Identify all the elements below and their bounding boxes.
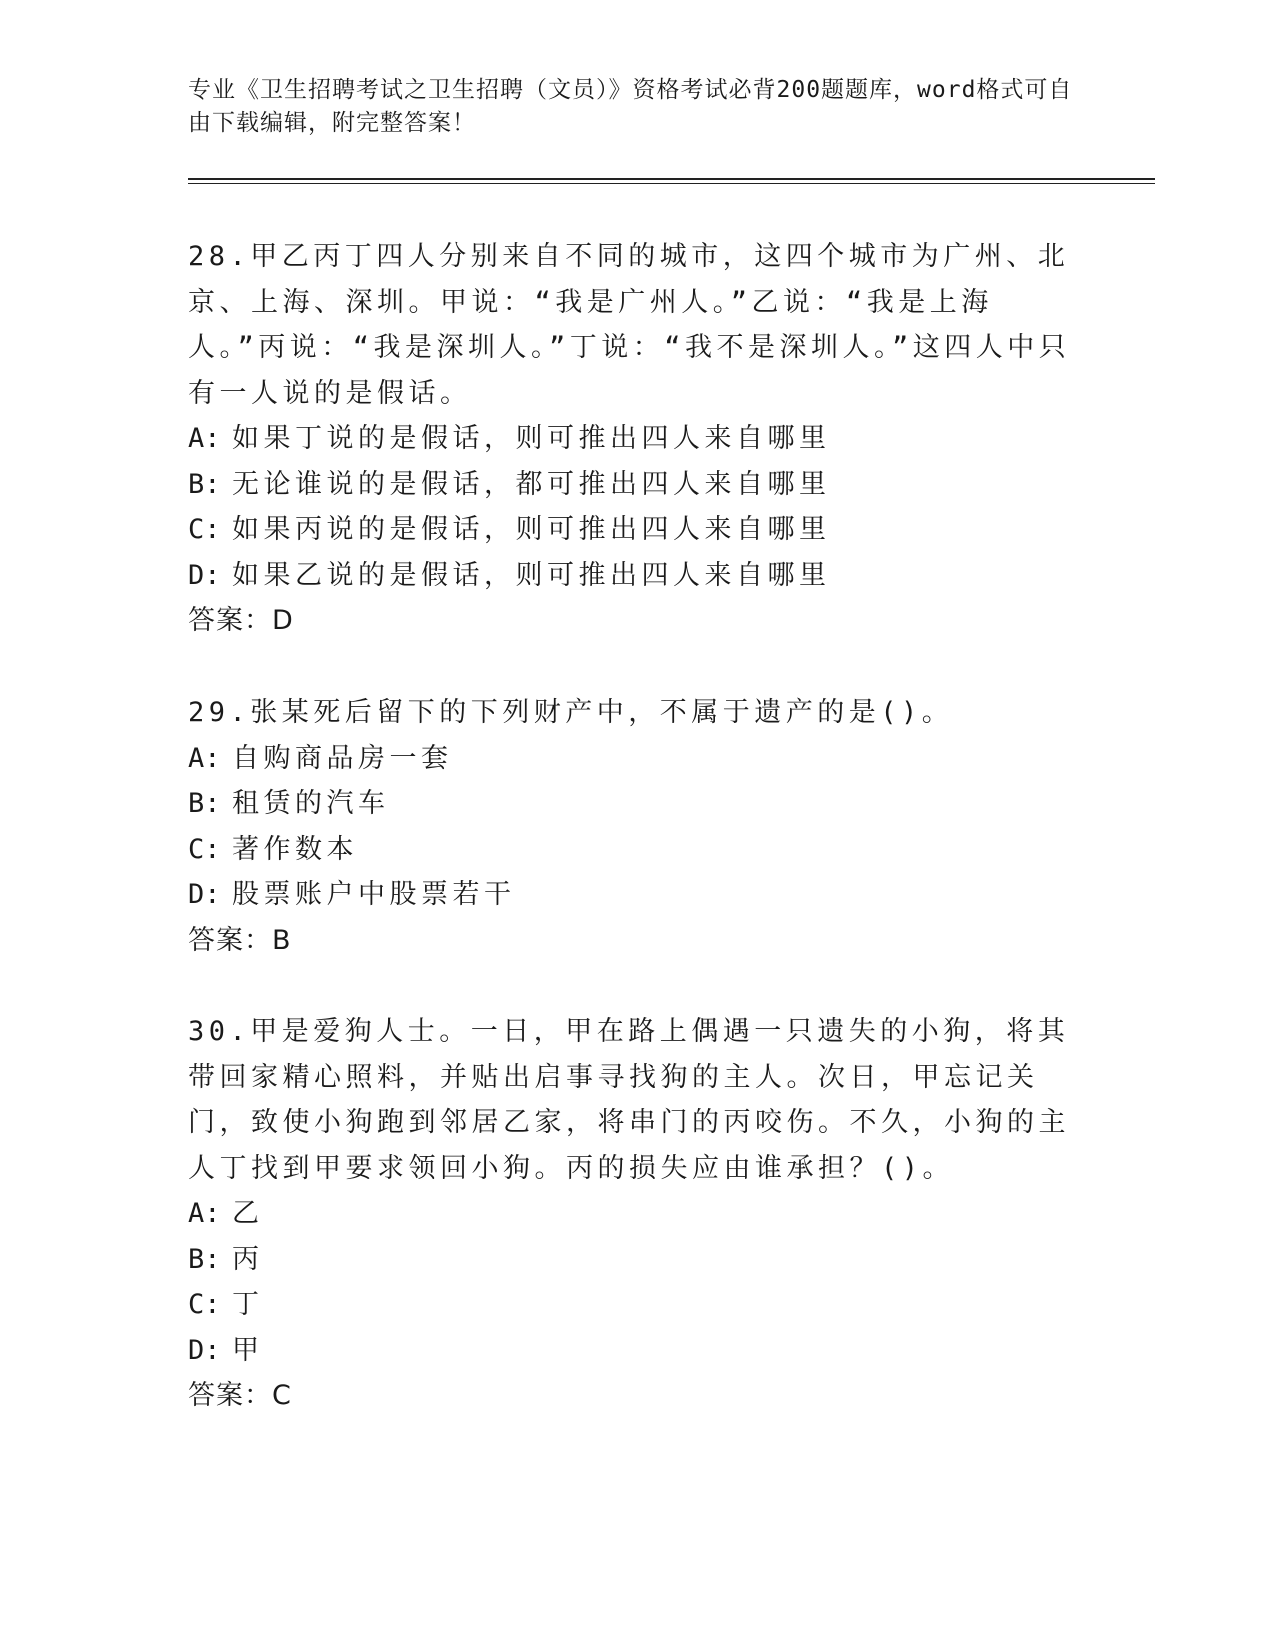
question-stem: 29.张某死后留下的下列财产中，不属于遗产的是()。	[188, 697, 954, 728]
option-a	[188, 736, 1088, 782]
option-key: C:	[188, 514, 221, 545]
option-b	[188, 1237, 1088, 1283]
option-key: A:	[188, 423, 221, 454]
option-key: A:	[188, 742, 221, 774]
header-divider	[188, 178, 1155, 180]
option-text: 乙	[232, 1198, 264, 1229]
option-key: A:	[188, 1198, 221, 1229]
option-text: 如果丙说的是假话，则可推出四人来自哪里	[232, 514, 831, 545]
answer-line: 答案：B	[188, 924, 292, 956]
option-d	[188, 553, 1088, 599]
option-b	[188, 462, 1088, 508]
option-key: D:	[188, 1334, 221, 1366]
question-29	[188, 690, 1088, 963]
option-c	[188, 1282, 1088, 1328]
question-28	[188, 234, 1088, 644]
option-d	[188, 1328, 1088, 1374]
option-text: 著作数本	[232, 833, 358, 865]
option-text: 如果丁说的是假话，则可推出四人来自哪里	[232, 423, 831, 454]
question-stem: 28.甲乙丙丁四人分别来自不同的城市，这四个城市为广州、北京、上海、深圳。甲说：“我是广州人。”乙说：“我是上海人。”丙说：“我是深圳人。”丁说：“我不是深圳人。”这四人中只有一人说的是假话。	[188, 241, 1071, 409]
option-key: B:	[188, 788, 221, 819]
option-key: C:	[188, 833, 221, 865]
answer-line: 答案：C	[188, 1380, 292, 1411]
option-c	[188, 827, 1088, 873]
option-text: 无论谁说的是假话，都可推出四人来自哪里	[232, 468, 831, 500]
option-text: 丙	[232, 1243, 264, 1275]
option-text: 租赁的汽车	[232, 788, 390, 819]
option-c	[188, 507, 1088, 553]
question-stem: 30.甲是爱狗人士。一日，甲在路上偶遇一只遗失的小狗，将其带回家精心照料，并贴出启事寻找狗的主人。次日，甲忘记关门，致使小狗跑到邻居乙家，将串门的丙咬伤。不久，小狗的主人丁找到甲要求领回小狗。丙的损失应由谁承担？()。	[188, 1016, 1070, 1184]
option-key: B:	[188, 1243, 221, 1275]
option-text: 自购商品房一套	[232, 742, 453, 774]
option-text: 丁	[232, 1289, 264, 1320]
option-key: C:	[188, 1289, 221, 1320]
option-d	[188, 872, 1088, 918]
option-key: B:	[188, 468, 221, 500]
header-text: 专业《卫生招聘考试之卫生招聘（文员）》资格考试必背200题题库，word格式可自由下载编辑，附完整答案！	[188, 77, 1073, 136]
option-key: D:	[188, 559, 221, 591]
option-key: D:	[188, 879, 221, 910]
option-a	[188, 416, 1088, 462]
document-header	[188, 74, 1088, 140]
option-text: 甲	[232, 1334, 264, 1366]
question-30	[188, 1009, 1088, 1419]
header-divider-thin	[188, 183, 1155, 184]
option-text: 如果乙说的是假话，则可推出四人来自哪里	[232, 559, 831, 591]
option-b	[188, 781, 1088, 827]
option-a	[188, 1191, 1088, 1237]
answer-line: 答案：D	[188, 605, 294, 636]
option-text: 股票账户中股票若干	[232, 879, 516, 910]
